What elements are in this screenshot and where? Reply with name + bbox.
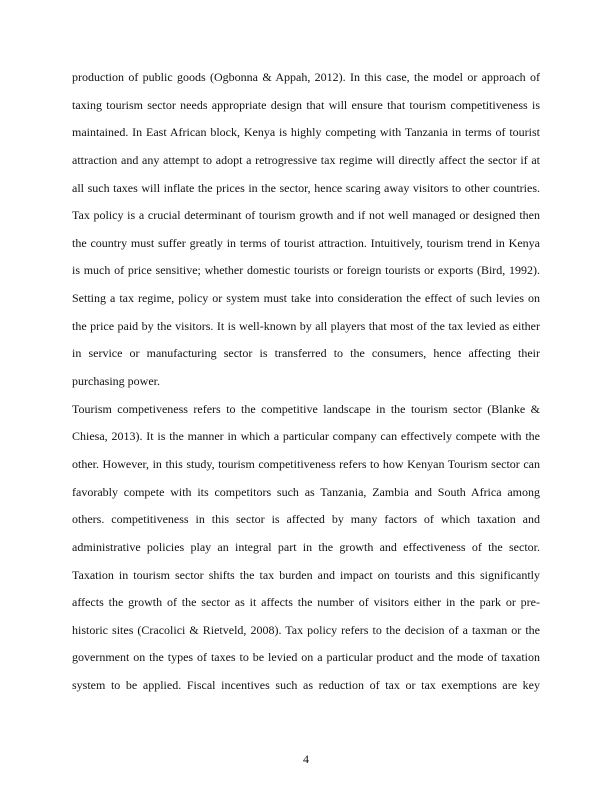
text-line: affects the growth of the sector as it affects the number of visitors either in the park or pre-	[72, 595, 540, 610]
page-number: 4	[303, 752, 309, 766]
text-line: government on the types of taxes to be levied on a particular product and the mode of taxation	[72, 650, 540, 665]
text-line: is much of price sensitive; whether domestic tourists or foreign tourists or exports (Bird, 1992).	[72, 263, 540, 278]
document-body	[72, 64, 540, 700]
paragraph-2	[72, 396, 540, 700]
text-line: Chiesa, 2013). It is the manner in which a particular company can effectively compete with the	[72, 429, 540, 444]
text-line: taxing tourism sector needs appropriate design that will ensure that tourism competitiveness is	[72, 97, 540, 112]
text-line: the price paid by the visitors. It is well-known by all players that most of the tax levied as either	[72, 318, 540, 333]
text-line: historic sites (Cracolici & Rietveld, 2008). Tax policy refers to the decision of a taxman or the	[72, 622, 540, 637]
text-line: system to be applied. Fiscal incentives such as reduction of tax or tax exemptions are key	[72, 678, 540, 693]
text-line: Setting a tax regime, policy or system must take into consideration the effect of such levies on	[72, 291, 540, 306]
text-line: purchasing power.	[72, 374, 160, 389]
text-line: the country must suffer greatly in terms of tourist attraction. Intuitively, tourism trend in Kenya	[72, 235, 540, 250]
text-line: maintained. In East African block, Kenya is highly competing with Tanzania in terms of tourist	[72, 125, 540, 140]
text-line: Taxation in tourism sector shifts the tax burden and impact on tourists and this significantly	[72, 567, 540, 582]
text-line: others. competitiveness in this sector is affected by many factors of which taxation and	[72, 512, 540, 527]
text-line: Tax policy is a crucial determinant of tourism growth and if not well managed or designed then	[72, 208, 540, 223]
text-line: administrative policies play an integral part in the growth and effectiveness of the sector.	[72, 539, 540, 554]
text-line: all such taxes will inflate the prices in the sector, hence scaring away visitors to other countries.	[72, 180, 540, 195]
text-line: Tourism competiveness refers to the competitive landscape in the tourism sector (Blanke &	[72, 401, 540, 416]
text-line: attraction and any attempt to adopt a retrogressive tax regime will directly affect the sector if at	[72, 152, 540, 167]
text-line: favorably compete with its competitors such as Tanzania, Zambia and South Africa among	[72, 484, 540, 499]
text-line: in service or manufacturing sector is transferred to the consumers, hence affecting their	[72, 346, 540, 361]
paragraph-1	[72, 64, 540, 396]
text-line: other. However, in this study, tourism competitiveness refers to how Kenyan Tourism sector can	[72, 456, 540, 471]
text-line: production of public goods (Ogbonna & Appah, 2012). In this case, the model or approach of	[72, 70, 540, 84]
